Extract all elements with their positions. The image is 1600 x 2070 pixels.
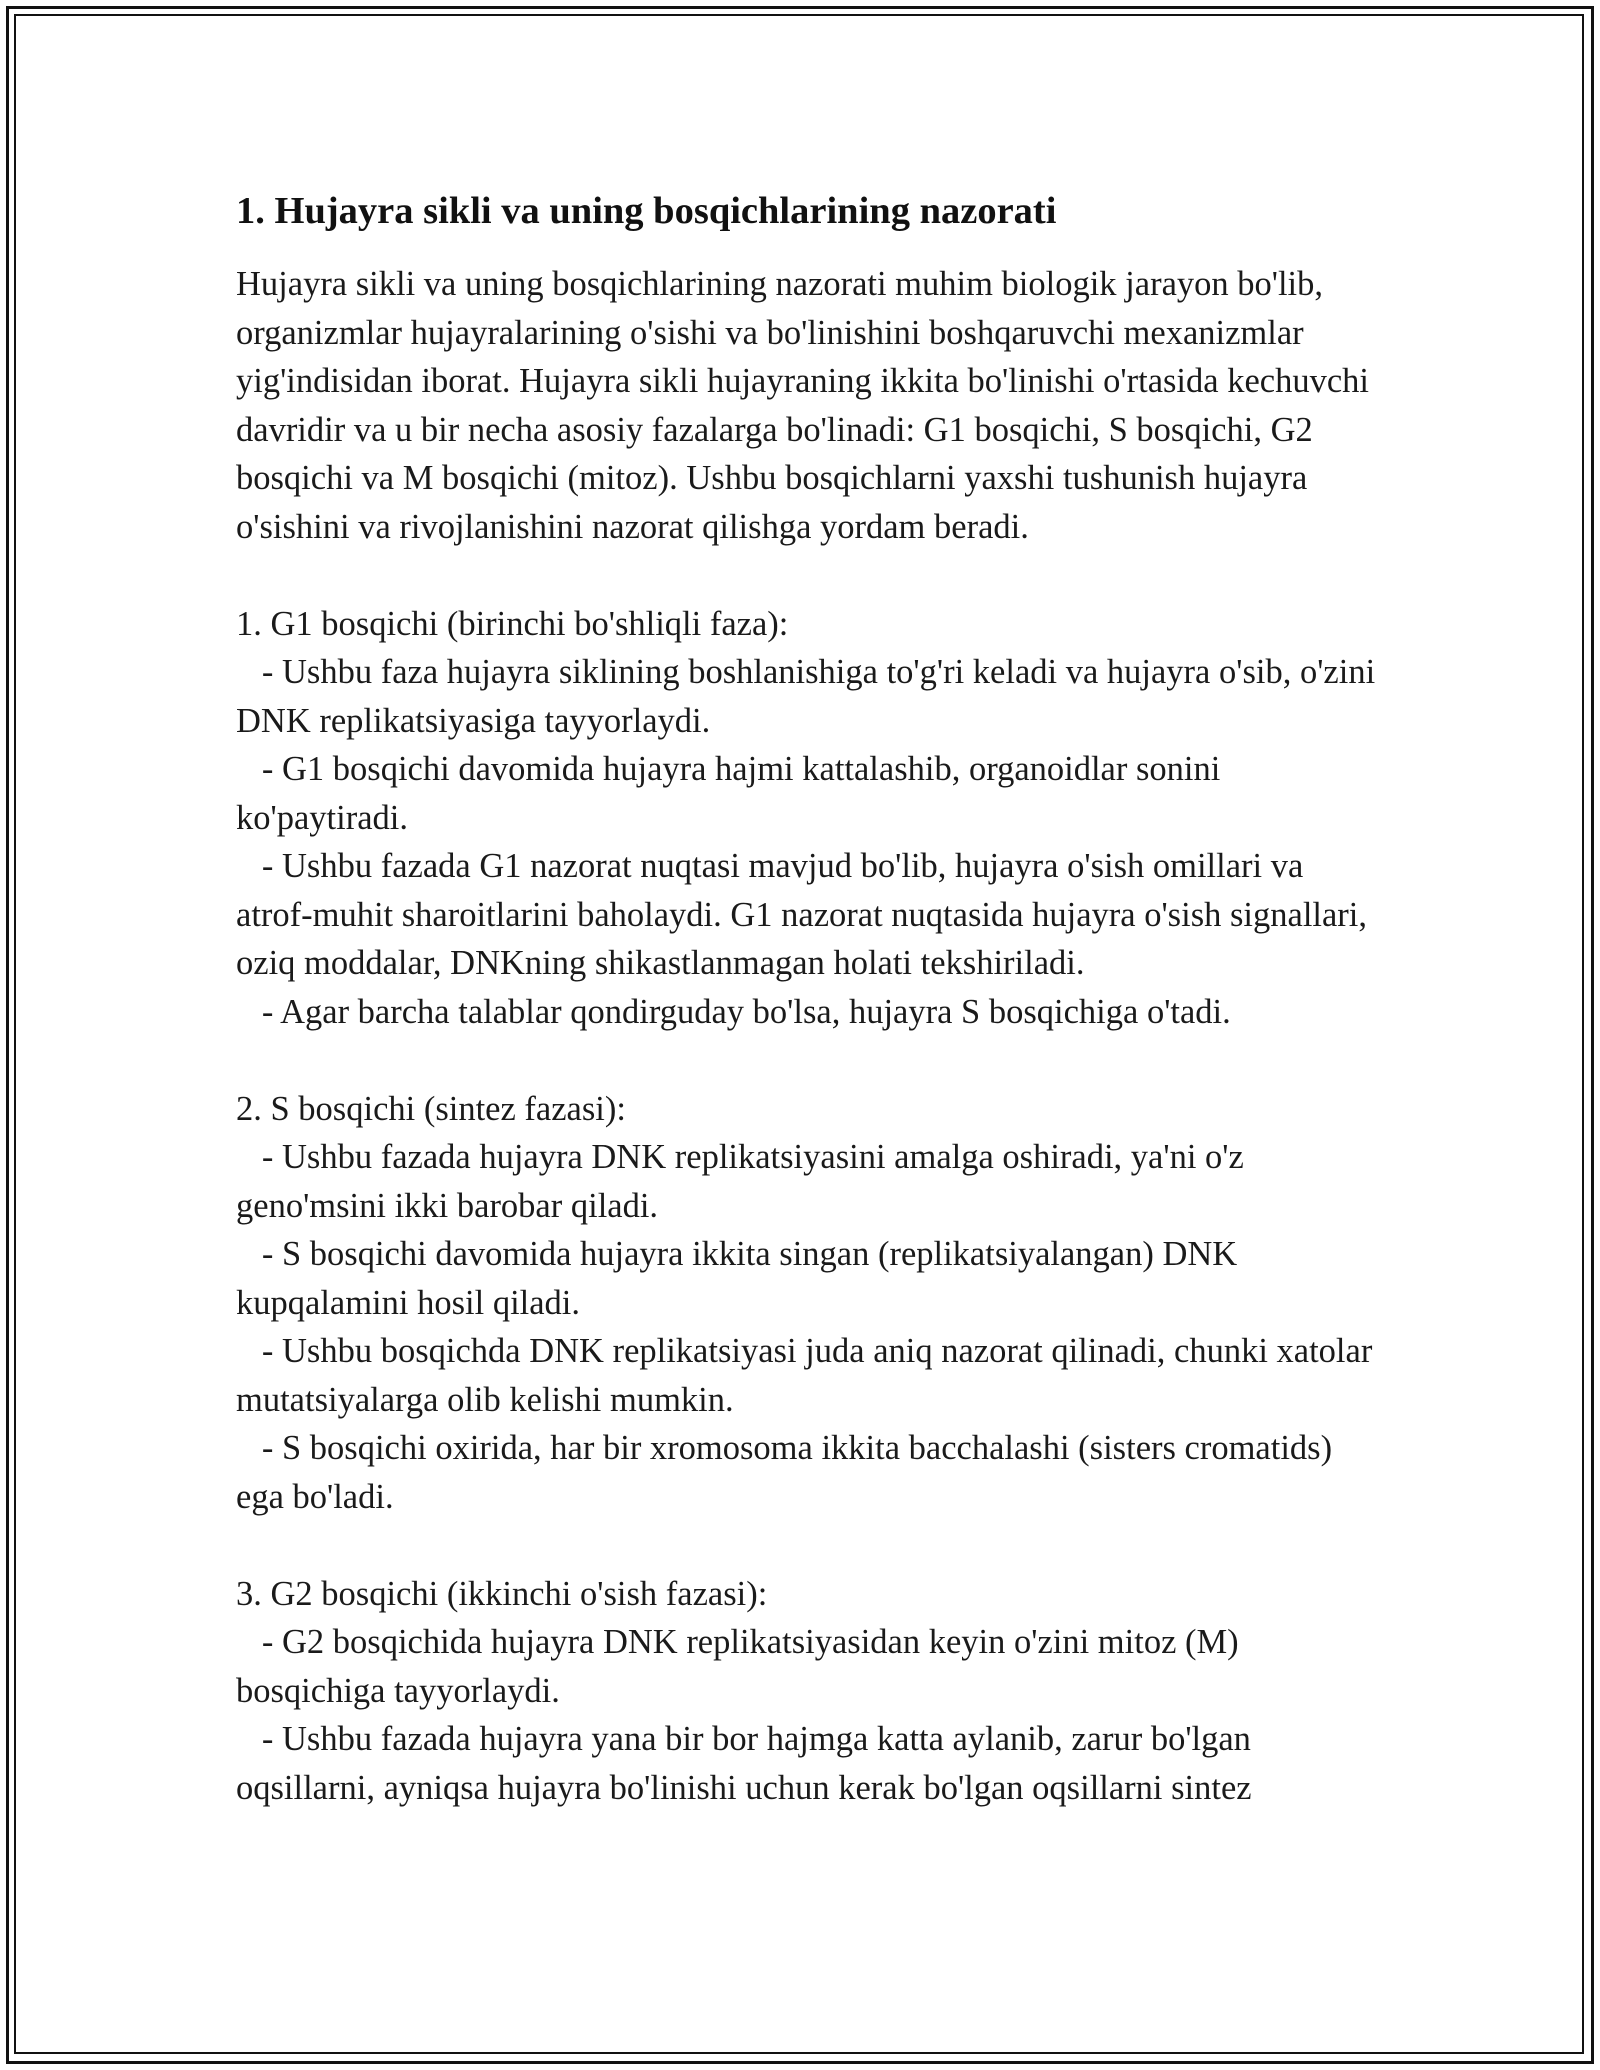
document-body: Hujayra sikli va uning bosqichlarining nazorati muhim biologik jarayon bo'lib, organizmlar hujayralarining o'sishi va bo'linishini boshqaruvchi mexanizmlar yig'indisidan iborat. Hujayra sikli hujayraning ikkita bo'linishi o'rtasida kechuvchi davridir va u bir necha asosiy fazalarga bo'linadi: G1 bosqichi, S bosqichi, G2 bosqichi va M bosqichi (mitoz). Ushbu bosqichlarni yaxshi tushunish hujayra o'sishini va rivojlanishini nazorat qilishga yordam beradi. 1. G1 bosqichi (birinchi bo'shliqli faza): - Ushbu faza hujayra siklining boshlanishiga to'g'ri keladi va hujayra o'sib, o'zini DNK replikatsiyasiga tayyorlaydi. - G1 bosqichi davomida hujayra hajmi kattalashib, organoidlar sonini ko'paytiradi. - Ushbu fazada G1 nazorat nuqtasi mavjud bo'lib, hujayra o'sish omillari va atrof-muhit sharoitlarini baholaydi. G1 nazorat nuqtasida hujayra o'sish signallari, oziq moddalar, DNKning shikastlanmagan holati tekshiriladi. - Agar barcha talablar qondirguday bo'lsa, hujayra S bosqichiga o'tadi. 2. S bosqichi (sintez fazasi): - Ushbu fazada hujayra DNK replikatsiyasini amalga oshiradi, ya'ni o'z geno'msini ikki barobar qiladi. - S bosqichi davomida hujayra ikkita singan (replikatsiyalangan) DNK kupqalamini hosil qiladi. - Ushbu bosqichda DNK replikatsiyasi juda aniq nazorat qilinadi, chunki xatolar mutatsiyalarga olib kelishi mumkin. - S bosqichi oxirida, har bir xromosoma ikkita bacchalashi (sisters cromatids) ega bo'ladi. 3. G2 bosqichi (ikkinchi o'sish fazasi): - G2 bosqichida hujayra DNK replikatsiyasidan keyin o'zini mitoz (M) bosqichiga tayyorlaydi. - Ushbu fazada hujayra yana bir bor hajmga katta aylanib, zarur bo'lgan oqsillarni, ayniqsa hujayra bo'linishi uchun kerak bo'lgan oqsillarni sintez (236, 265, 1376, 1807)
document-content (236, 186, 1376, 1812)
document-title: 1. Hujayra sikli va uning bosqichlarining nazorati (236, 190, 1057, 232)
